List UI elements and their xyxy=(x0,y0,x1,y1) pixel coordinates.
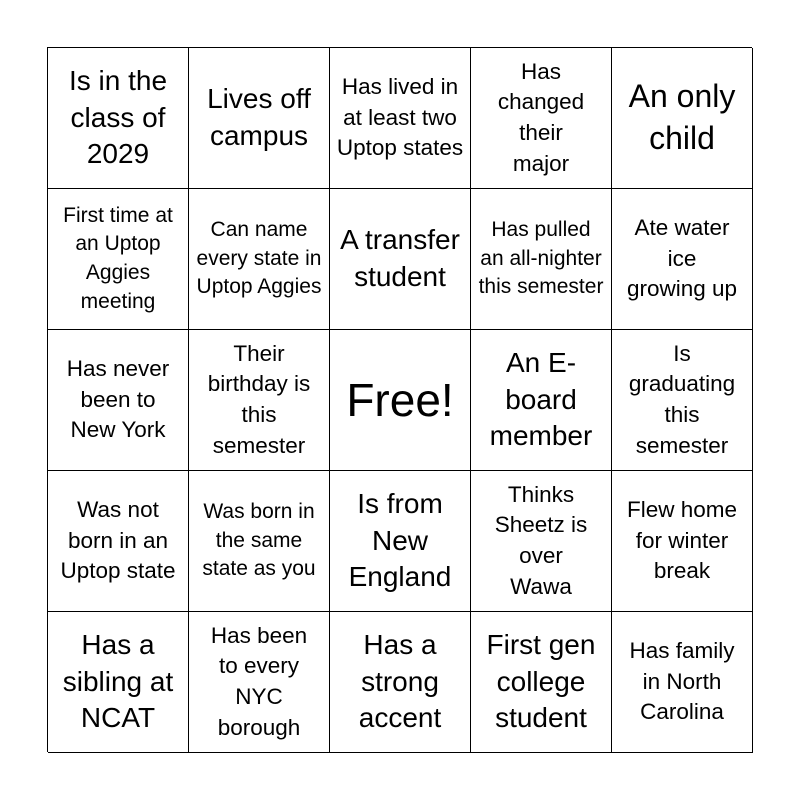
cell-text: Has changed their major xyxy=(497,58,585,176)
cell-text: A transfer student xyxy=(340,224,460,292)
cell-text: Has lived in at least two Uptop states xyxy=(336,74,464,161)
cell-text: Is graduating this semester xyxy=(628,340,736,458)
cell-text: Can name every state in Uptop Aggies xyxy=(196,218,322,299)
bingo-cell[interactable] xyxy=(48,612,189,753)
bingo-cell[interactable] xyxy=(330,471,471,612)
cell-text: Lives off campus xyxy=(207,83,311,151)
bingo-cell[interactable] xyxy=(330,189,471,330)
cell-text: Has a strong accent xyxy=(358,628,442,734)
bingo-cell[interactable] xyxy=(612,612,753,753)
bingo-cell[interactable] xyxy=(189,48,330,189)
bingo-cell[interactable] xyxy=(612,330,753,471)
cell-text: Has family in North Carolina xyxy=(629,638,735,725)
bingo-cell[interactable] xyxy=(330,48,471,189)
bingo-cell[interactable] xyxy=(471,48,612,189)
bingo-cell[interactable] xyxy=(612,189,753,330)
cell-text: Is in the class of 2029 xyxy=(68,64,168,170)
cell-text: Has a sibling at NCAT xyxy=(62,628,174,734)
bingo-cell[interactable] xyxy=(471,471,612,612)
bingo-cell[interactable] xyxy=(48,189,189,330)
bingo-cell[interactable] xyxy=(612,471,753,612)
cell-text: An only child xyxy=(628,78,736,156)
cell-text: Thinks Sheetz is over Wawa xyxy=(494,481,588,599)
bingo-cell[interactable] xyxy=(48,330,189,471)
bingo-cell[interactable] xyxy=(189,330,330,471)
cell-text: An E-board member xyxy=(489,346,593,452)
cell-text: Was not born in an Uptop state xyxy=(60,497,176,584)
bingo-cell[interactable] xyxy=(48,471,189,612)
cell-text: First time at an Uptop Aggies meeting xyxy=(63,203,173,313)
cell-text: Has been to every NYC borough xyxy=(210,622,308,740)
cell-text: Was born in the same state as you xyxy=(202,500,316,581)
cell-text: Is from New England xyxy=(348,487,452,593)
cell-text: Their birthday is this semester xyxy=(207,340,311,458)
bingo-cell[interactable] xyxy=(189,189,330,330)
bingo-cell[interactable] xyxy=(189,471,330,612)
cell-text: Has never been to New York xyxy=(66,356,170,443)
bingo-cell[interactable] xyxy=(471,612,612,753)
bingo-cell[interactable] xyxy=(189,612,330,753)
bingo-cell[interactable] xyxy=(48,48,189,189)
bingo-cell[interactable] xyxy=(612,48,753,189)
bingo-board xyxy=(47,47,752,752)
bingo-cell[interactable] xyxy=(471,330,612,471)
free-space-text: Free! xyxy=(346,373,454,426)
cell-text: Has pulled an all-nighter this semester xyxy=(478,218,604,299)
bingo-cell-free[interactable] xyxy=(330,330,471,471)
bingo-cell[interactable] xyxy=(471,189,612,330)
bingo-cell[interactable] xyxy=(330,612,471,753)
cell-text: Flew home for winter break xyxy=(626,497,738,584)
cell-text: First gen college student xyxy=(486,628,596,734)
cell-text: Ate water ice growing up xyxy=(626,215,738,302)
